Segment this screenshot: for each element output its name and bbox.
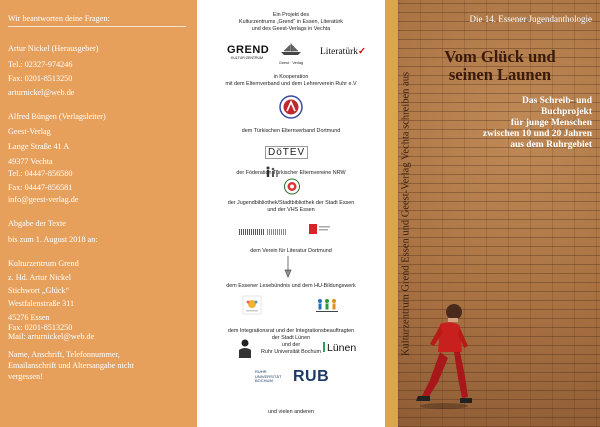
- reading-alliance-logo: [242, 295, 262, 320]
- contact-phone: Tel.: 02327-974246: [8, 60, 73, 69]
- cooperation-line-2: mit dem Elternverband und dem Lehrerverein Ruhr e.V: [225, 81, 357, 87]
- description-line-3: für junge Menschen: [510, 117, 592, 128]
- parents-association-emblem: [279, 95, 303, 124]
- pen-icon: [283, 256, 293, 283]
- anthology-subtitle: Die 14. Essener Jugendanthologie: [469, 14, 592, 24]
- description-line-5: aus dem Ruhrgebiet: [510, 139, 592, 150]
- cooperation-line-1: in Kooperation: [273, 74, 309, 80]
- literature-association-dortmund: dem Verein für Literatur Dortmund: [250, 248, 332, 254]
- address-keyword: Stichwort „Glück“: [8, 286, 70, 295]
- reminder-line-2: Emailanschrift und Altersangabe nicht: [8, 361, 134, 370]
- intro-line-1: Ein Projekt des: [272, 12, 310, 18]
- description-line-2: Buchprojekt: [540, 106, 592, 117]
- cover-title: [410, 48, 590, 84]
- turkish-parents-dortmund: dem Türkischen Elternverband Dortmund: [241, 128, 341, 134]
- intro-line-2: Kulturzentrums „Grend“ in Essen, Literatürk: [239, 19, 343, 25]
- integration-line-4: Ruhr Universität Bochum: [261, 349, 321, 355]
- literatuerk-logo: Literatürk✓: [320, 47, 366, 57]
- vertical-spine-text: Kulturzentrum Grend Essen und Geest-Verlag Vechta schreiben aus: [400, 71, 412, 356]
- publisher-fax: Fax: 04447-856581: [8, 183, 73, 192]
- dotev-logo: DöTEV: [265, 142, 321, 178]
- publisher-company: Geest-Verlag: [8, 127, 51, 136]
- publisher-email[interactable]: info@geest-verlag.de: [8, 195, 79, 204]
- description-line-4: zwischen 10 und 20 Jahren: [482, 128, 592, 139]
- deadline-date: bis zum 1. August 2018 an:: [8, 235, 98, 244]
- intro-line-3: und des Geest-Verlags in Vechta: [251, 26, 331, 32]
- integration-line-1: dem Integrationsrat und der Integrationsbeauftragten: [227, 328, 355, 334]
- cover-title-line-1: Vom Glück und: [444, 47, 556, 66]
- federation-emblem: [284, 178, 300, 200]
- cover-title-line-2: seinen Launen: [448, 64, 552, 84]
- description-line-1: Das Schreib- und: [521, 96, 592, 106]
- address-email[interactable]: Mail: arturnickel@web.de: [8, 332, 95, 341]
- library-line-1: der Jugendbibliothek/Stadtbibliothek der Stadt Essen: [227, 200, 355, 206]
- publisher-city: 49377 Vechta: [8, 157, 53, 166]
- rub-logo: RUB: [293, 368, 330, 385]
- contact-fax: Fax: 0201-8513250: [8, 74, 73, 83]
- questions-heading: Wir beantworten deine Fragen:: [8, 14, 110, 23]
- reminder-line-3: vergessen!: [8, 372, 43, 381]
- publisher-street: Lange Straße 41 A: [8, 142, 70, 151]
- vhs-logo: [309, 224, 331, 245]
- education-center-logo: [315, 297, 341, 318]
- ship-icon: [279, 42, 303, 56]
- divider: [8, 26, 186, 27]
- partners-panel: [197, 0, 385, 427]
- address-name: Kulturzentrum Grend: [8, 259, 79, 268]
- reading-alliance: dem Essener Lesebündnis und dem HU-Bildungswerk: [226, 283, 356, 289]
- contact-panel: [0, 0, 197, 427]
- luenen-logo: Lünen: [323, 342, 356, 354]
- integration-line-2: der Stadt Lünen: [271, 335, 311, 341]
- and-many-others: und vielen anderen: [268, 409, 314, 415]
- reminder-line-1: Name, Anschrift, Telefonnummer,: [8, 350, 120, 359]
- library-logo: [239, 226, 289, 240]
- address-attn: z. Hd. Artur Nickel: [8, 273, 71, 282]
- ruhr-university-logo-small: RUHR UNIVERSITÄT BOCHUM: [255, 369, 282, 384]
- integration-line-3: und der: [281, 342, 301, 348]
- federation-turkish-parents: der Föderation Türkischer Elternvereine NRW: [236, 170, 346, 176]
- child-figure-illustration: [410, 300, 485, 410]
- address-city: 45276 Essen: [8, 313, 50, 322]
- deadline-heading: Abgabe der Texte: [8, 219, 66, 228]
- library-line-2: und der VHS Essen: [267, 207, 315, 213]
- address-fax: Fax: 0201-8513250: [8, 323, 73, 332]
- contact-email[interactable]: arturnickel@web.de: [8, 88, 75, 97]
- contact-name: Artur Nickel (Herausgeber): [8, 44, 99, 53]
- address-street: Westfalenstraße 311: [8, 299, 75, 308]
- publisher-phone: Tel.: 04447-856580: [8, 169, 73, 178]
- grend-logo: GREND KULTUR·ZENTRUM: [227, 44, 270, 60]
- geest-logo: Geest · Verlag: [277, 42, 305, 65]
- project-description: [420, 96, 592, 151]
- integration-council-emblem: [237, 338, 253, 365]
- publisher-name: Alfred Büngen (Verlagsleiter): [8, 112, 106, 121]
